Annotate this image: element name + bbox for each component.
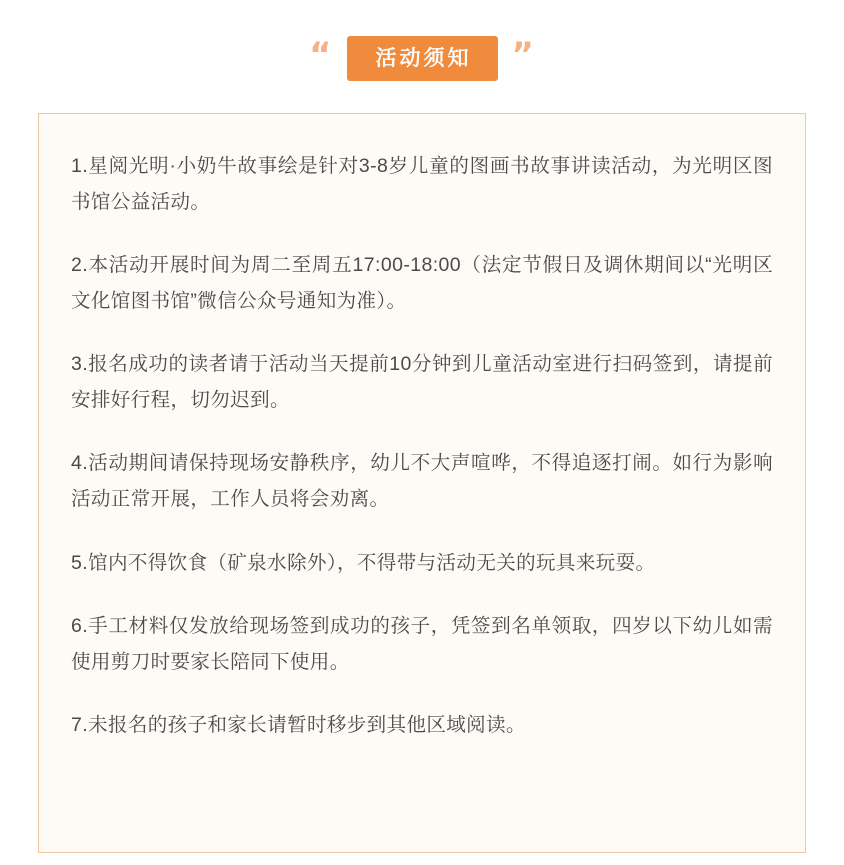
notice-rule-item: 5.馆内不得饮食（矿泉水除外），不得带与活动无关的玩具来玩耍。 xyxy=(71,551,656,574)
notice-header xyxy=(0,0,844,107)
notice-rule-item: 4.活动期间请保持现场安静秩序，幼儿不大声喧哗，不得追逐打闹。如行为影响活动正常开展，工作人员将会劝离。 xyxy=(71,452,773,511)
notice-content-box xyxy=(38,113,806,853)
notice-rule-item: 1.星阅光明·小奶牛故事绘是针对3-8岁儿童的图画书故事讲读活动，为光明区图书馆公益活动。 xyxy=(71,155,773,214)
quote-close-icon: ” xyxy=(511,34,535,75)
notice-rule-item: 6.手工材料仅发放给现场签到成功的孩子，凭签到名单领取，四岁以下幼儿如需使用剪刀时要家长陪同下使用。 xyxy=(71,614,773,673)
quote-open-icon: “ xyxy=(309,34,333,75)
page-title: 活动须知 xyxy=(347,36,498,81)
notice-rule-item: 2.本活动开展时间为周二至周五17:00-18:00（法定节假日及调休期间以“光明区文化馆图书馆”微信公众号通知为准）。 xyxy=(71,254,773,313)
notice-rule-item: 3.报名成功的读者请于活动当天提前10分钟到儿童活动室进行扫码签到，请提前安排好行程，切勿迟到。 xyxy=(71,353,773,412)
notice-rule-item: 7.未报名的孩子和家长请暂时移步到其他区域阅读。 xyxy=(71,713,526,736)
